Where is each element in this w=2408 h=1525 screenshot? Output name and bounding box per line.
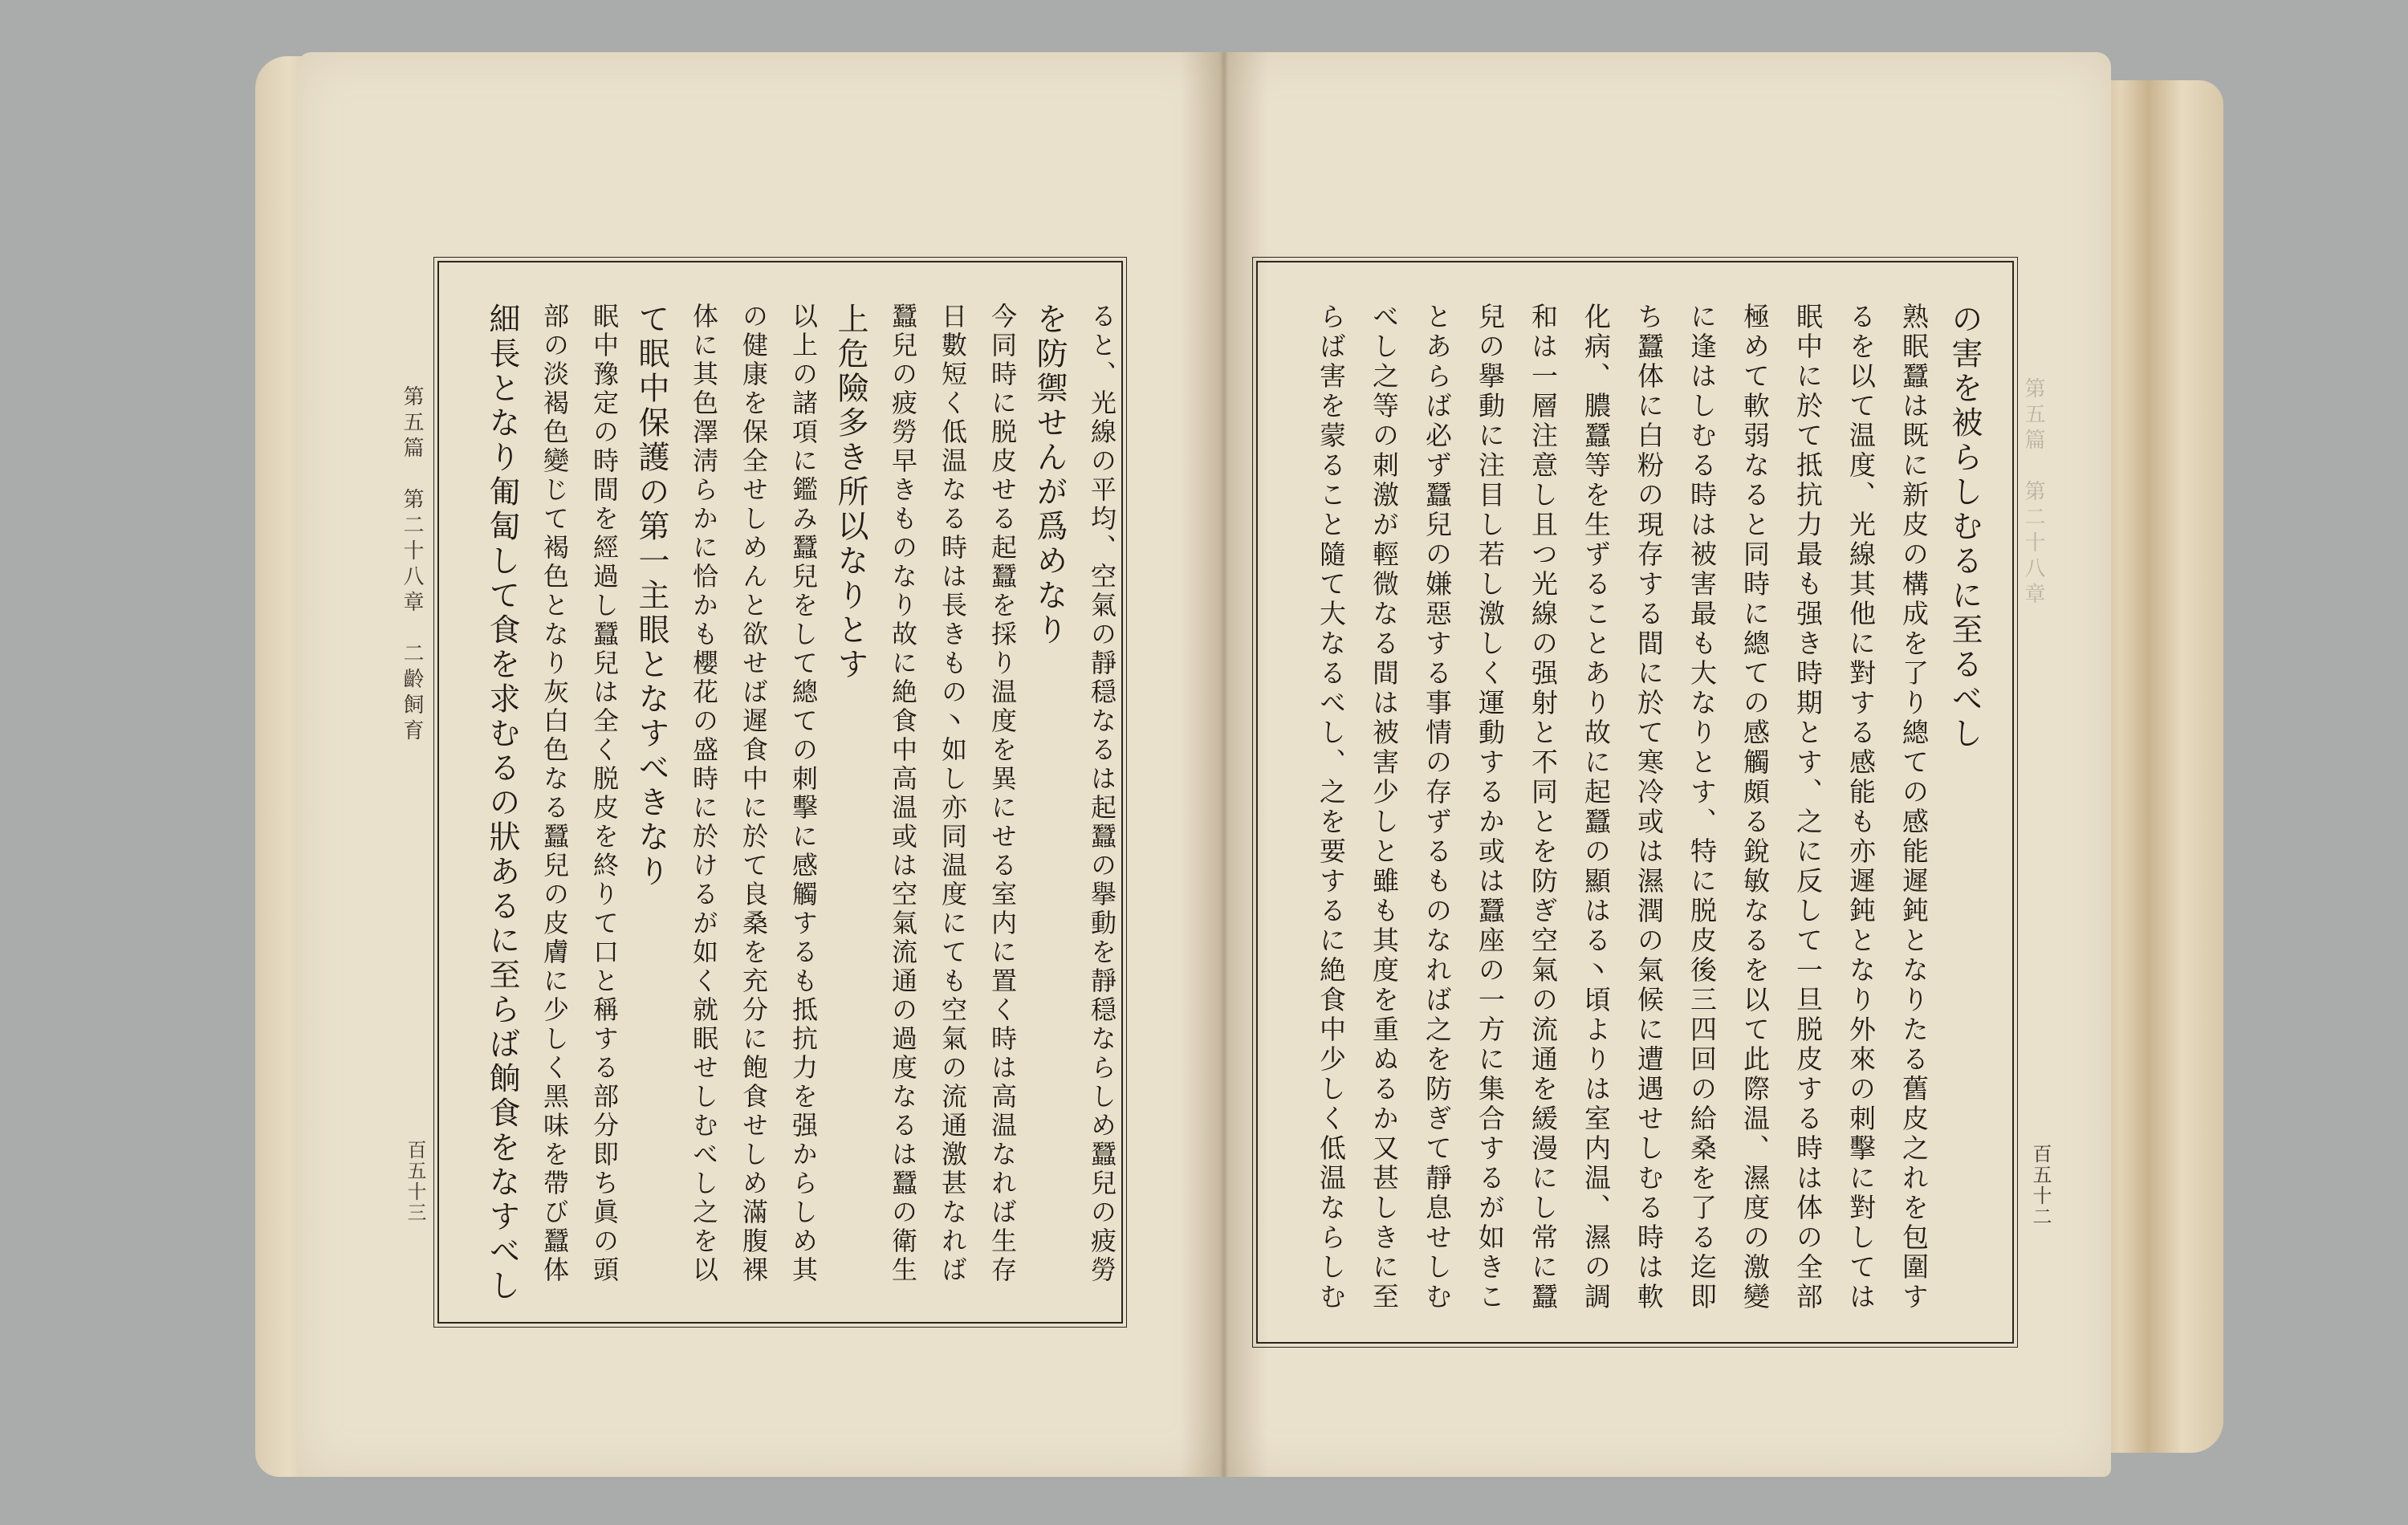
open-book xyxy=(241,32,2223,1477)
text-column: 日數短く低温なる時は長きもの丶如し亦同温度にても空氣の流通激甚なれば xyxy=(938,303,968,1285)
left-folio: 百五十三 xyxy=(404,1140,426,1223)
text-column: 部の淡褐色變じて褐色となり灰白色なる蠶兒の皮膚に少しく黑味を帶び蠶体 xyxy=(539,303,570,1285)
text-column: べし之等の刺激が輕微なる間は被害少しと雖も其度を重ぬるか又甚しきに至 xyxy=(1369,303,1400,1312)
text-column: 兒の擧動に注目し若し激しく運動するか或は蠶座の一方に集合するが如きこ xyxy=(1474,303,1506,1312)
right-text-block xyxy=(1256,261,2014,1344)
text-column: の健康を保全せしめんと欲せば遲食中に於て良桑を充分に飽食せしめ滿腹裸 xyxy=(738,303,769,1285)
text-column: 上危險多き所以なりとす xyxy=(832,303,868,682)
text-column: ると、光線の平均、空氣の靜穏なるは起蠶の擧動を靜穏ならしめ蠶兒の疲勞 xyxy=(1087,303,1117,1285)
text-column: 眠中豫定の時間を經過し蠶兒は全く脱皮を終りて口と稱する部分即ち眞の頭 xyxy=(589,303,620,1285)
text-column: に逢はしむる時は被害最も大なりとす、特に脱皮後三四回の給桑を了る迄即 xyxy=(1686,303,1718,1312)
text-column: 眠中に於て抵抗力最も强き時期とす、之に反して一旦脱皮する時は体の全部 xyxy=(1792,303,1824,1312)
text-column: ち蠶体に白粉の現存する間に於て寒冷或は濕潤の氣候に遭遇せしむる時は軟 xyxy=(1633,303,1665,1312)
text-column: 今同時に脱皮せる起蠶を採り温度を異にせる室内に置く時は高温なれば生存 xyxy=(987,303,1018,1285)
text-column: るを以て温度、光線其他に對する感能も亦遲鈍となり外來の刺擊に對しては xyxy=(1845,303,1877,1312)
left-running-head: 第五篇 第二十八章 二齡飼育 xyxy=(400,385,424,745)
text-column: 化病、膿蠶等を生ずることあり故に起蠶の顯はる丶頃よりは室内温、濕の調 xyxy=(1580,303,1612,1312)
text-column: の害を被らしむるに至るべし xyxy=(1946,303,1983,751)
text-column: とあらば必ず蠶兒の嫌惡する事情の存ずるものなれば之を防ぎて靜息せしむ xyxy=(1422,303,1453,1312)
text-column: 熟眠蠶は既に新皮の構成を了り總ての感能遲鈍となりたる舊皮之れを包圍す xyxy=(1898,303,1930,1312)
text-column: 以上の諸項に鑑み蠶兒をして總ての刺擊に感觸するも抵抗力を强からしめ其 xyxy=(788,303,819,1285)
text-column: 和は一層注意し且つ光線の强射と不同とを防ぎ空氣の流通を緩漫にし常に蠶 xyxy=(1527,303,1559,1312)
text-column: を防禦せんが爲めなり xyxy=(1031,303,1068,648)
text-column: 細長となり匍匐して食を求むるの狀あるに至らば餉食をなすべし xyxy=(484,303,520,1303)
text-column: て眠中保護の第一主眼となすべきなり xyxy=(633,303,669,889)
left-text-block xyxy=(437,261,1123,1324)
text-column: 極めて軟弱なると同時に總ての感觸頗る銳敏なるを以て此際温、濕度の激變 xyxy=(1739,303,1771,1312)
book-gutter xyxy=(1180,52,1268,1477)
text-column: らば害を蒙ること隨て大なるべし、之を要するに絶食中少しく低温ならしむ xyxy=(1316,303,1347,1312)
right-folio: 百五十二 xyxy=(2029,1144,2052,1227)
text-column: 体に其色澤淸らかに恰かも櫻花の盛時に於けるが如く就眠せしむべし之を以 xyxy=(689,303,719,1285)
right-faint-running-head: 第五篇 第二十八章 xyxy=(2021,377,2045,608)
text-column: 蠶兒の疲勞早きものなり故に絶食中高温或は空氣流通の過度なるは蠶の衛生 xyxy=(888,303,918,1285)
